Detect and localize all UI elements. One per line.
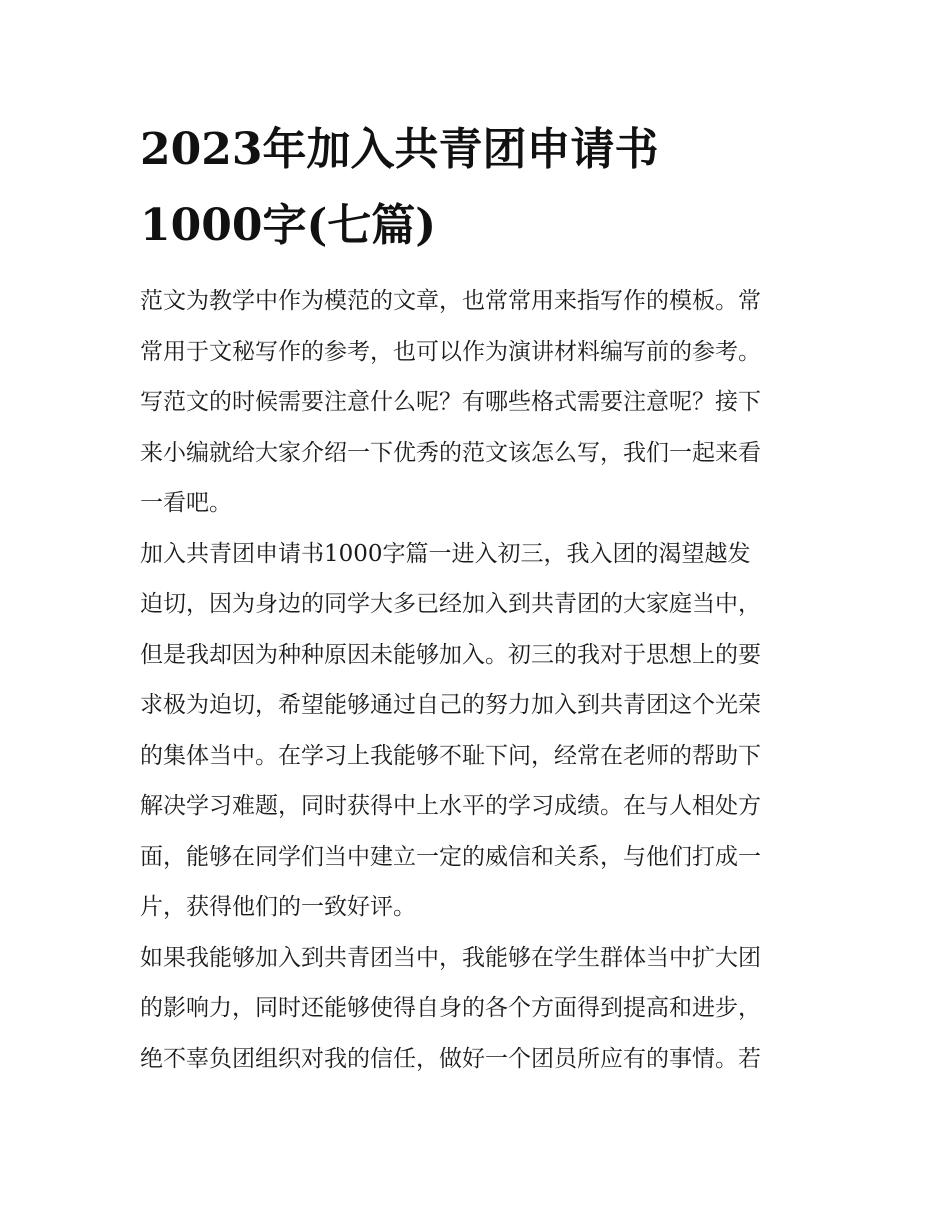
body-line: 但是我却因为种种原因未能够加入。初三的我对于思想上的要: [140, 641, 761, 668]
body-line: 常用于文秘写作的参考，也可以作为演讲材料编写前的参考。: [140, 338, 761, 365]
body-line: 来小编就给大家介绍一下优秀的范文该怎么写，我们一起来看: [140, 439, 761, 466]
title-line: 2023年加入共青团申请书: [140, 124, 659, 175]
body-line: 范文为教学中作为模范的文章，也常常用来指写作的模板。常: [140, 288, 761, 314]
body-line: 写范文的时候需要注意什么呢？有哪些格式需要注意呢？接下: [140, 389, 761, 415]
body-line: 面，能够在同学们当中建立一定的威信和关系，与他们打成一: [140, 843, 761, 870]
body-line: 片，获得他们的一致好评。: [140, 894, 416, 920]
body-line: 的影响力，同时还能够使得自身的各个方面得到提高和进步，: [140, 995, 761, 1021]
document-body: [140, 276, 820, 1084]
body-line: 一看吧。: [140, 490, 232, 516]
body-line: 绝不辜负团组织对我的信任，做好一个团员所应有的事情。若: [140, 1045, 761, 1072]
title-line: 1000字(七篇): [140, 200, 437, 251]
document-title: [140, 112, 820, 264]
body-line: 如果我能够加入到共青团当中，我能够在学生群体当中扩大团: [140, 944, 761, 971]
body-line: 的集体当中。在学习上我能够不耻下问，经常在老师的帮助下: [140, 742, 761, 769]
body-line: 求极为迫切，希望能够通过自己的努力加入到共青团这个光荣: [140, 692, 761, 718]
body-line: 迫切，因为身边的同学大多已经加入到共青团的大家庭当中，: [140, 591, 761, 617]
body-line: 加入共青团申请书1000字篇一进入初三，我入团的渴望越发: [140, 540, 751, 567]
body-line: 解决学习难题，同时获得中上水平的学习成绩。在与人相处方: [140, 793, 761, 819]
